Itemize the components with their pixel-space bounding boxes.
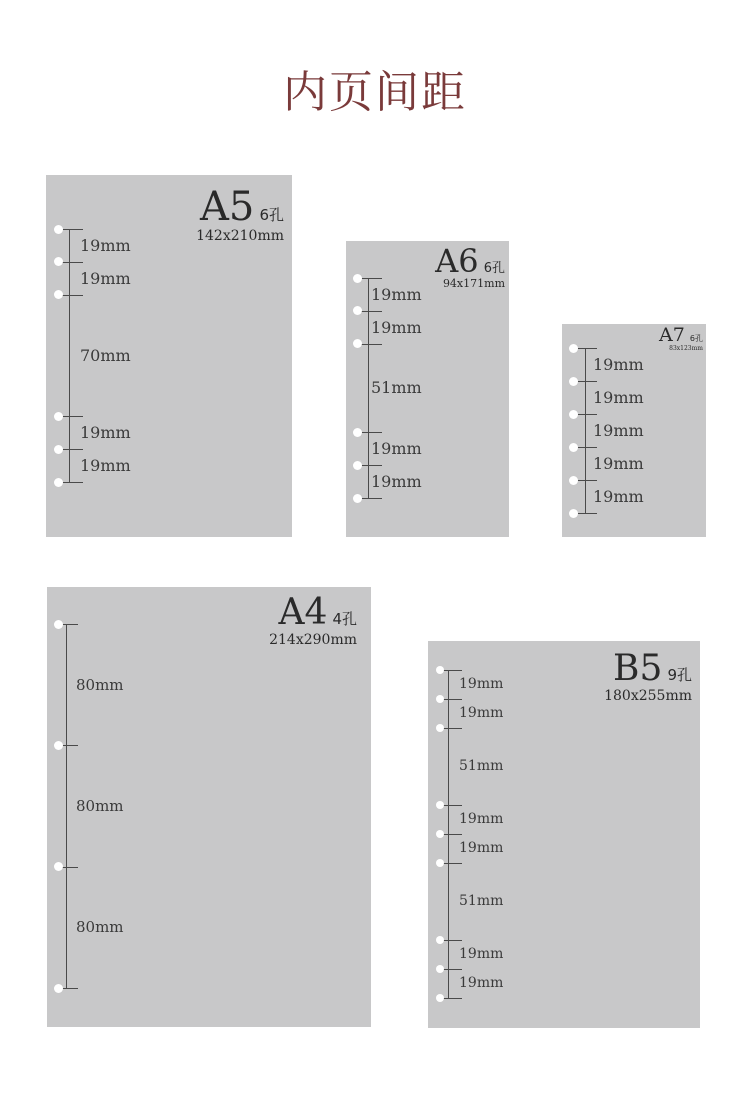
- punch-hole: [569, 344, 578, 353]
- sheet-holes-label: 6孔: [259, 206, 284, 224]
- page-title: 内页间距: [283, 67, 467, 118]
- spacing-label: 51mm: [459, 758, 504, 774]
- punch-hole: [54, 984, 63, 993]
- spacing-label: 19mm: [371, 472, 422, 491]
- spacing-label: 19mm: [459, 946, 504, 962]
- sheet-a5: [46, 175, 292, 537]
- spacing-label: 19mm: [593, 421, 644, 440]
- sheet-name: A6: [435, 242, 479, 280]
- spacing-label: 19mm: [593, 487, 644, 506]
- punch-hole: [54, 741, 63, 750]
- sheet-name: B5: [613, 648, 663, 689]
- spacing-label: 19mm: [80, 456, 131, 475]
- sheet-holes-label: 6孔: [483, 261, 505, 276]
- punch-hole: [54, 445, 63, 454]
- punch-hole: [436, 830, 444, 838]
- spacing-label: 19mm: [80, 269, 131, 288]
- sheet-a6: [346, 241, 509, 537]
- spacing-label: 19mm: [371, 318, 422, 337]
- punch-hole: [569, 443, 578, 452]
- sheet-dimensions: 180x255mm: [604, 688, 692, 704]
- spacing-label: 19mm: [459, 676, 504, 692]
- sheet-a4: [47, 587, 371, 1027]
- sheet-name: A5: [200, 184, 255, 230]
- spacing-label: 51mm: [459, 893, 504, 909]
- punch-hole: [353, 494, 362, 503]
- sheet-label: [604, 648, 692, 704]
- punch-hole: [353, 306, 362, 315]
- sheet-dimensions: 83x123mm: [669, 345, 703, 352]
- punch-hole: [353, 461, 362, 470]
- punch-hole: [569, 509, 578, 518]
- punch-hole: [436, 695, 444, 703]
- sheet-dimensions: 142x210mm: [196, 228, 284, 244]
- punch-hole: [54, 478, 63, 487]
- sheet-holes-label: 9孔: [667, 666, 692, 684]
- spacing-label: 19mm: [459, 705, 504, 721]
- punch-hole: [569, 476, 578, 485]
- spacing-label: 19mm: [593, 388, 644, 407]
- punch-hole: [54, 225, 63, 234]
- sheet-label: [435, 242, 505, 290]
- spacing-label: 80mm: [76, 918, 124, 936]
- punch-hole: [436, 801, 444, 809]
- spacing-label: 19mm: [80, 423, 131, 442]
- sheet-b5: [428, 641, 700, 1028]
- sheet-name: A7: [659, 324, 685, 346]
- spacing-label: 19mm: [593, 454, 644, 473]
- sheet-label: [269, 592, 357, 648]
- sheet-label: [196, 184, 284, 244]
- spacing-label: 80mm: [76, 797, 124, 815]
- punch-hole: [54, 290, 63, 299]
- punch-hole: [54, 257, 63, 266]
- spacing-label: 19mm: [80, 236, 131, 255]
- sheet-dimensions: 94x171mm: [442, 277, 505, 290]
- spacing-label: 19mm: [459, 840, 504, 856]
- punch-hole: [54, 620, 63, 629]
- punch-hole: [436, 859, 444, 867]
- punch-hole: [436, 965, 444, 973]
- punch-hole: [436, 724, 444, 732]
- punch-hole: [353, 274, 362, 283]
- spacing-label: 80mm: [76, 676, 124, 694]
- punch-hole: [436, 936, 444, 944]
- punch-hole: [54, 412, 63, 421]
- punch-hole: [436, 666, 444, 674]
- spacing-label: 19mm: [459, 975, 504, 991]
- sheet-a7: [562, 324, 706, 537]
- sheet-holes-label: 4孔: [332, 610, 357, 628]
- ruler-line: [585, 348, 586, 513]
- spacing-label: 19mm: [459, 811, 504, 827]
- ruler-line: [66, 624, 67, 988]
- sheet-name: A4: [278, 592, 328, 633]
- punch-hole: [353, 428, 362, 437]
- ruler-line: [69, 229, 70, 482]
- sheet-dimensions: 214x290mm: [269, 632, 357, 648]
- spacing-label: 19mm: [371, 285, 422, 304]
- punch-hole: [569, 410, 578, 419]
- punch-hole: [353, 339, 362, 348]
- spacing-label: 19mm: [371, 439, 422, 458]
- punch-hole: [54, 862, 63, 871]
- sheet-label: [659, 326, 703, 352]
- spacing-label: 19mm: [593, 355, 644, 374]
- spacing-label: 70mm: [80, 346, 131, 365]
- sheet-holes-label: 6孔: [689, 334, 703, 343]
- punch-hole: [436, 994, 444, 1002]
- punch-hole: [569, 377, 578, 386]
- spacing-label: 51mm: [371, 378, 422, 397]
